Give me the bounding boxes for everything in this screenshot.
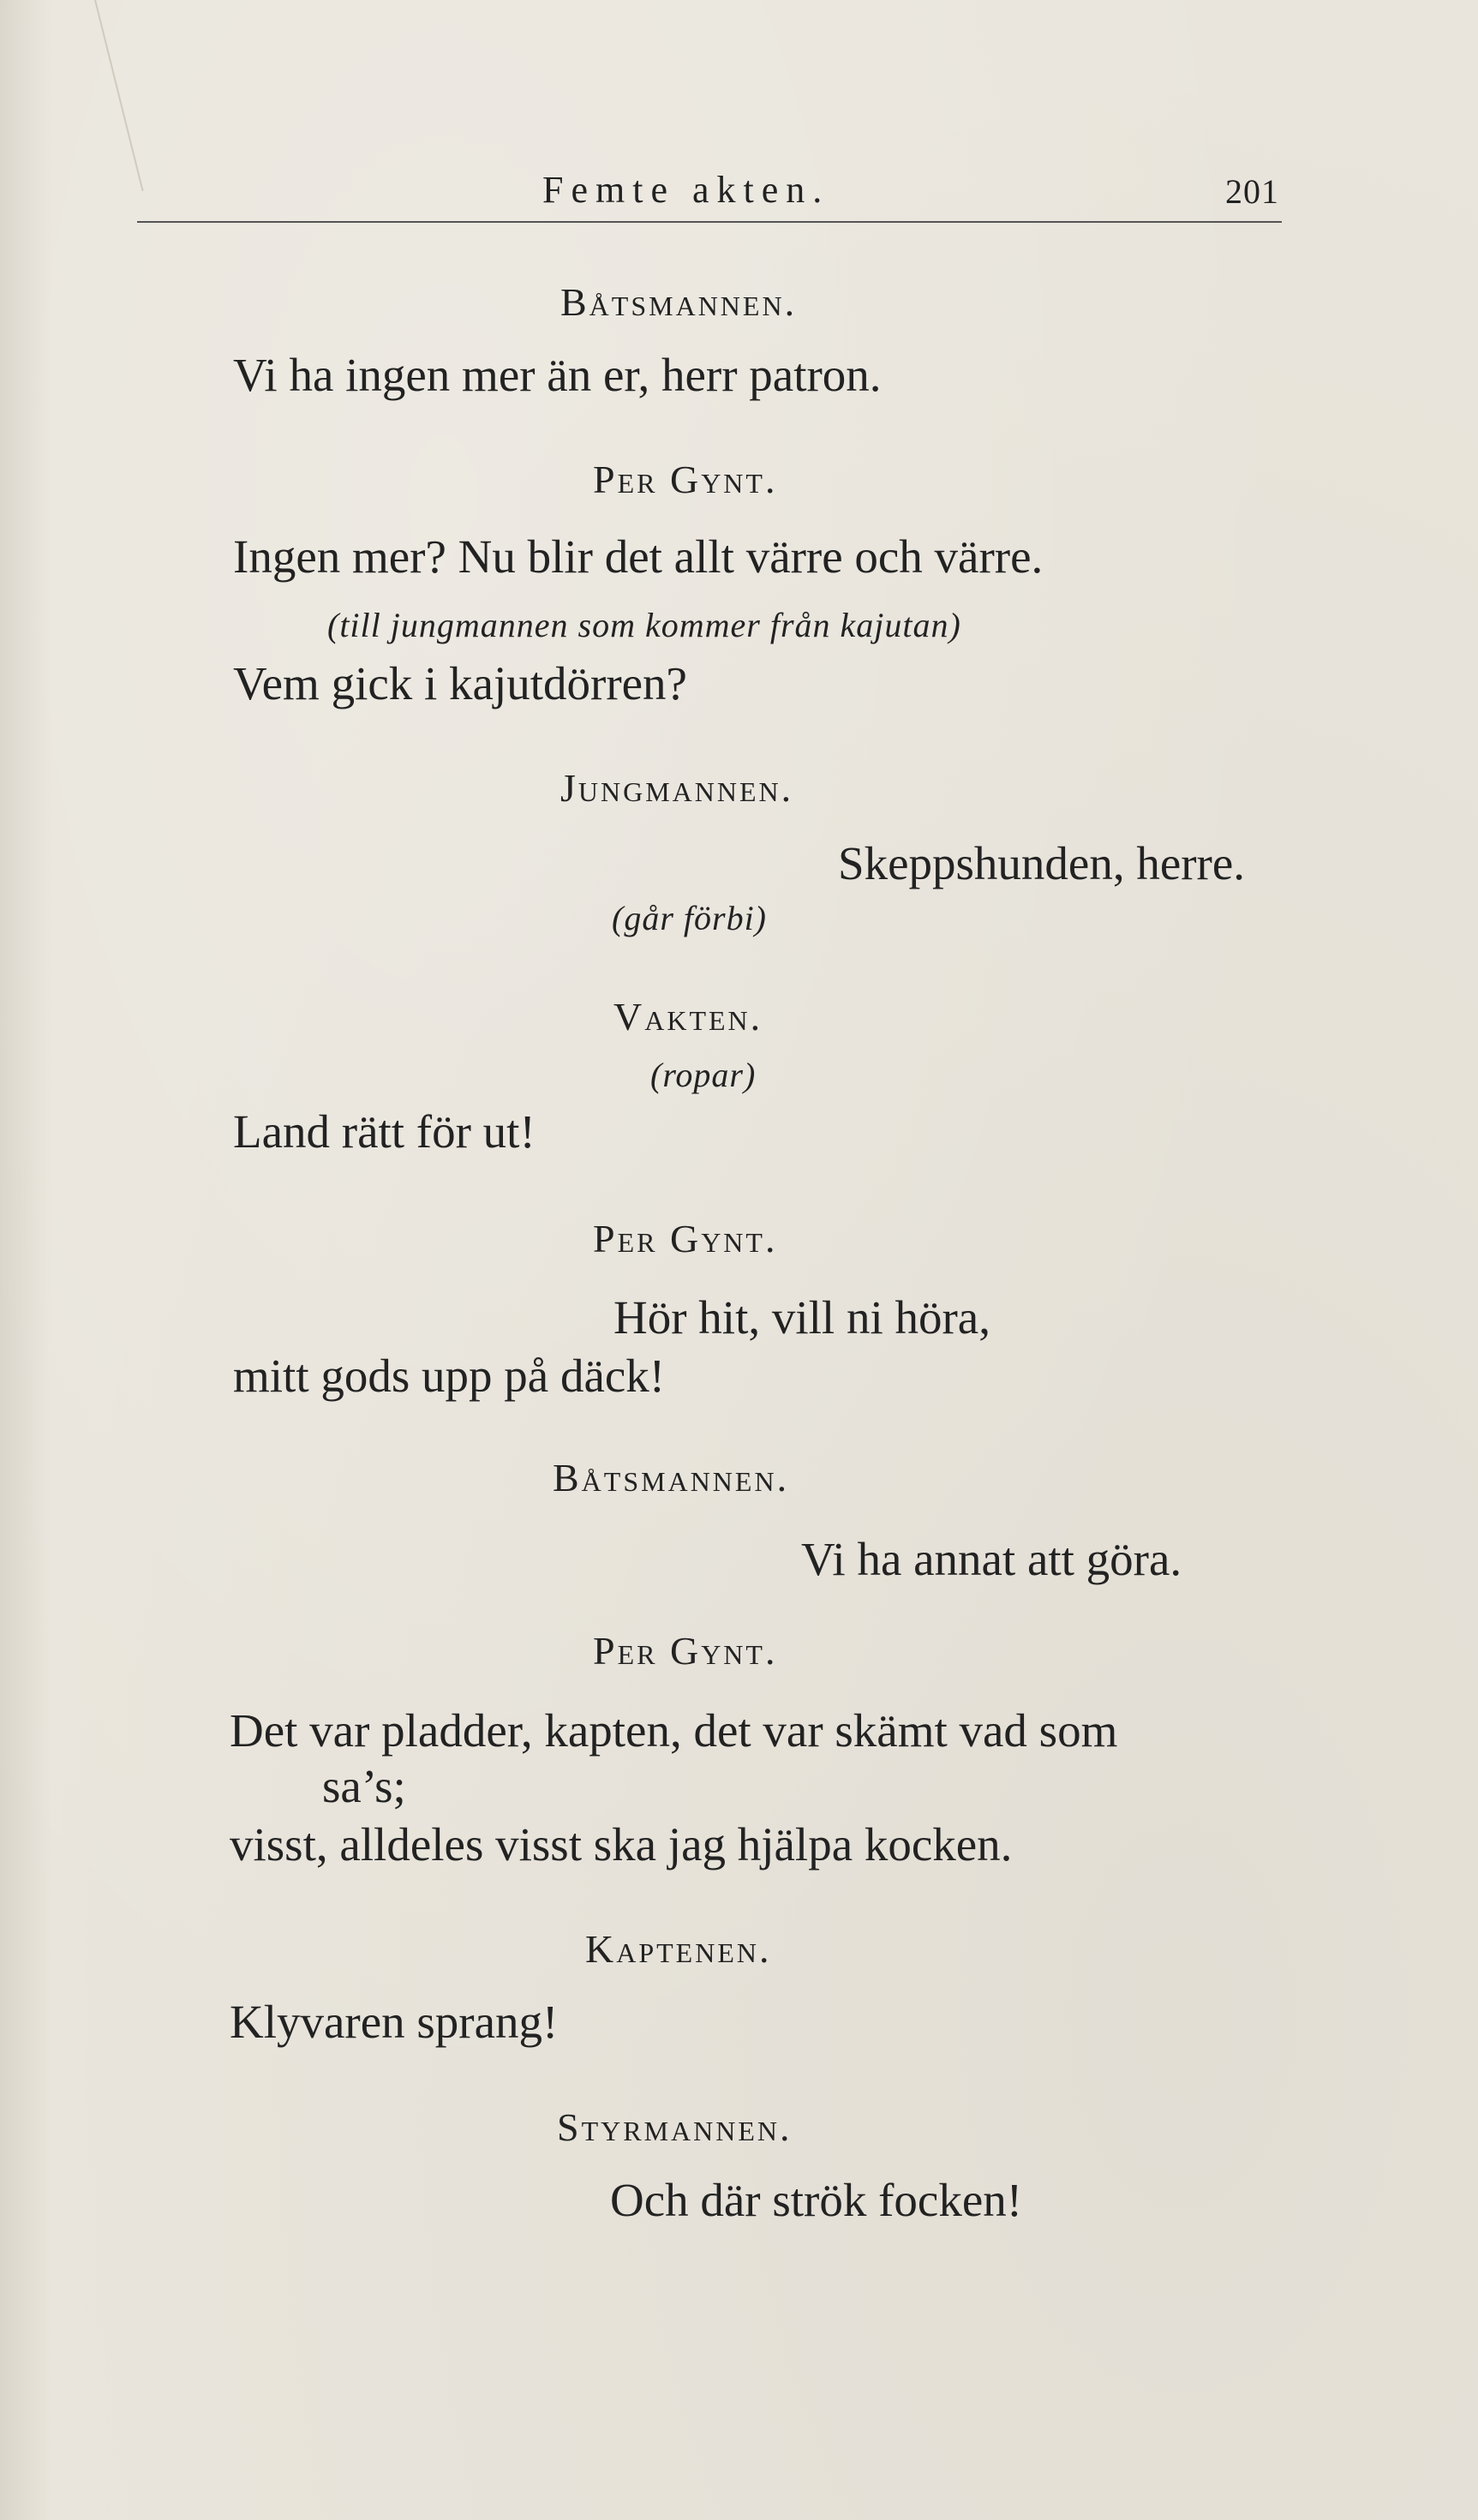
speaker-label: Båtsmannen. — [553, 1456, 790, 1499]
running-head: Femte akten. — [542, 169, 830, 211]
speaker-label: Per Gynt. — [593, 1629, 778, 1673]
spine-shadow — [0, 0, 51, 2520]
verse-line: visst, alldeles visst ska jag hjälpa kocken. — [230, 1818, 1013, 1871]
speaker-label: Jungmannen. — [560, 766, 794, 810]
verse-line: Och där strök focken! — [610, 2174, 1023, 2226]
header-rule — [137, 221, 1282, 223]
verse-line: mitt gods upp på däck! — [233, 1350, 666, 1402]
page-number: 201 — [1225, 172, 1279, 211]
stage-direction: (till jungmannen som kommer från kajutan) — [327, 606, 961, 644]
speaker-label: Vakten. — [613, 995, 763, 1039]
verse-line: Hör hit, vill ni höra, — [613, 1291, 990, 1344]
speaker-label: Per Gynt. — [593, 458, 778, 501]
verse-line: sa’s; — [322, 1760, 406, 1812]
speaker-label: Kaptenen. — [585, 1927, 772, 1971]
verse-line: Skeppshunden, herre. — [838, 837, 1246, 889]
verse-line: Land rätt för ut! — [233, 1105, 536, 1158]
speaker-label: Båtsmannen. — [560, 280, 798, 324]
verse-line: Klyvaren sprang! — [230, 1996, 559, 2048]
verse-line: Vi ha annat att göra. — [801, 1533, 1182, 1585]
stage-direction: (ropar) — [650, 1056, 757, 1094]
stage-direction: (går förbi) — [612, 899, 767, 937]
speaker-label: Styrmannen. — [557, 2105, 793, 2149]
verse-line: Vem gick i kajutdörren? — [233, 657, 687, 709]
page-crease — [94, 0, 144, 191]
verse-line: Ingen mer? Nu blir det allt värre och värre. — [233, 530, 1044, 583]
verse-line: Det var pladder, kapten, det var skämt vad som — [230, 1704, 1118, 1757]
speaker-label: Per Gynt. — [593, 1217, 778, 1260]
verse-line: Vi ha ingen mer än er, herr patron. — [233, 349, 882, 401]
